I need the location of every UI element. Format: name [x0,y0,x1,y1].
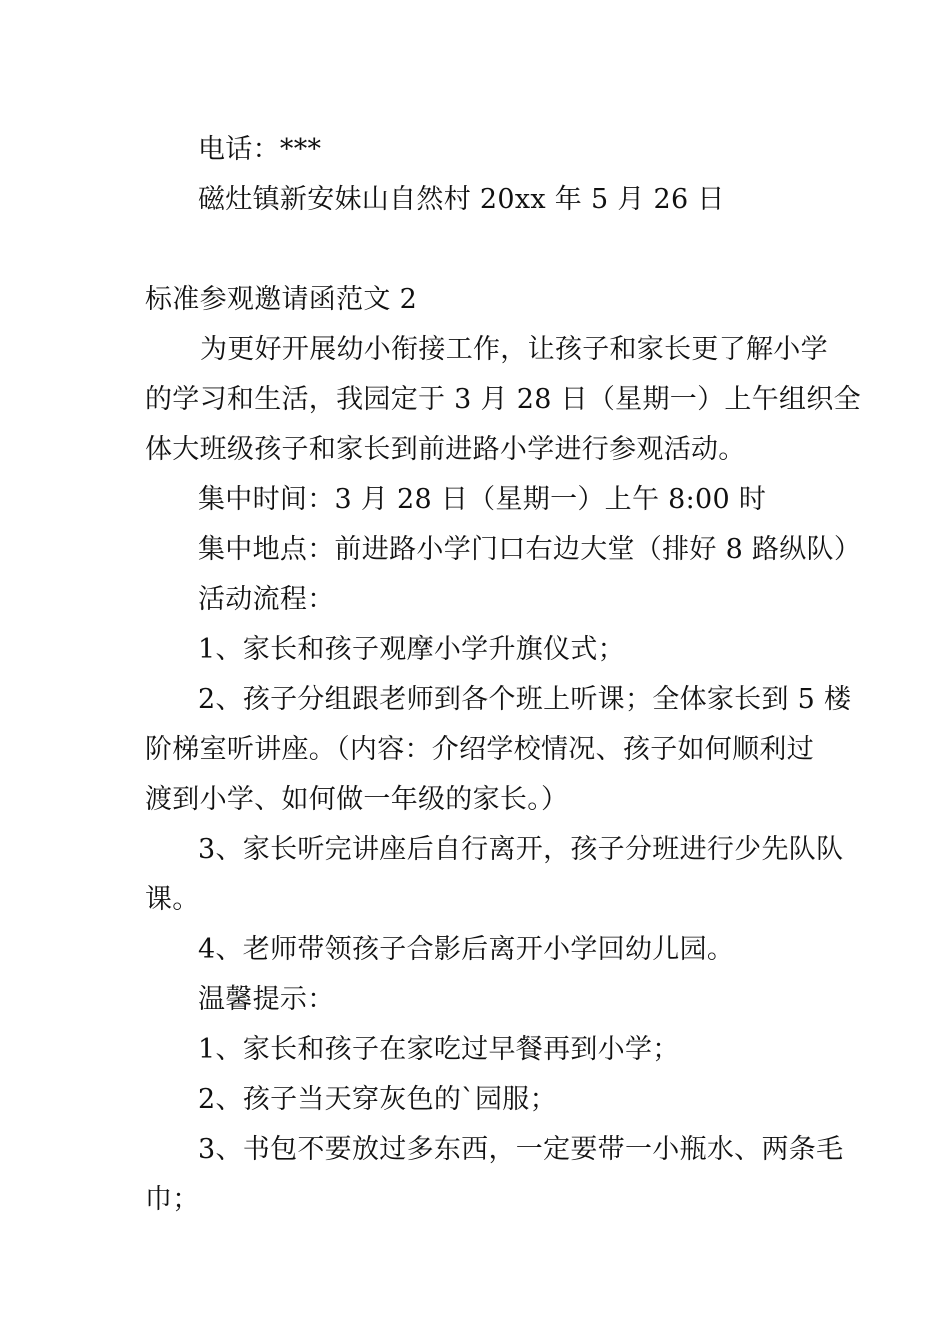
flow-item-4: 4、老师带领孩子合影后离开小学回幼儿园。 [198,934,735,965]
flow-title: 活动流程： [198,584,335,615]
phone-line: 电话：*** [198,134,322,165]
gather-time: 集中时间：3 月 28 日（星期一）上午 8:00 时 [198,484,767,515]
flow-item-2-line-2: 阶梯室听讲座。（内容：介绍学校情况、孩子如何顺利过 [145,734,814,765]
tip-item-3-line-1: 3、书包不要放过多东西，一定要带一小瓶水、两条毛 [198,1134,844,1165]
flow-item-2-line-1: 2、孩子分组跟老师到各个班上听课；全体家长到 5 楼 [198,684,852,715]
intro-line-1: 为更好开展幼小衔接工作，让孩子和家长更了解小学 [200,334,828,365]
intro-line-3: 体大班级孩子和家长到前进路小学进行参观活动。 [145,434,746,465]
section-title: 标准参观邀请函范文 2 [145,284,418,315]
flow-item-1: 1、家长和孩子观摩小学升旗仪式； [198,634,625,665]
tip-item-3-line-2: 巾； [145,1184,200,1215]
address-date-line: 磁灶镇新安妹山自然村 20xx 年 5 月 26 日 [198,184,725,215]
flow-item-2-line-3: 渡到小学、如何做一年级的家长。） [145,784,569,815]
flow-item-3-line-1: 3、家长听完讲座后自行离开，孩子分班进行少先队队 [198,834,844,865]
gather-place: 集中地点：前进路小学门口右边大堂（排好 8 路纵队） [198,534,862,565]
tip-item-1: 1、家长和孩子在家吃过早餐再到小学； [198,1034,680,1065]
intro-line-2: 的学习和生活，我园定于 3 月 28 日（星期一）上午组织全 [145,384,861,415]
tips-title: 温馨提示： [198,984,335,1015]
tip-item-2: 2、孩子当天穿灰色的`园服； [198,1084,557,1115]
flow-item-3-line-2: 课。 [145,884,200,915]
